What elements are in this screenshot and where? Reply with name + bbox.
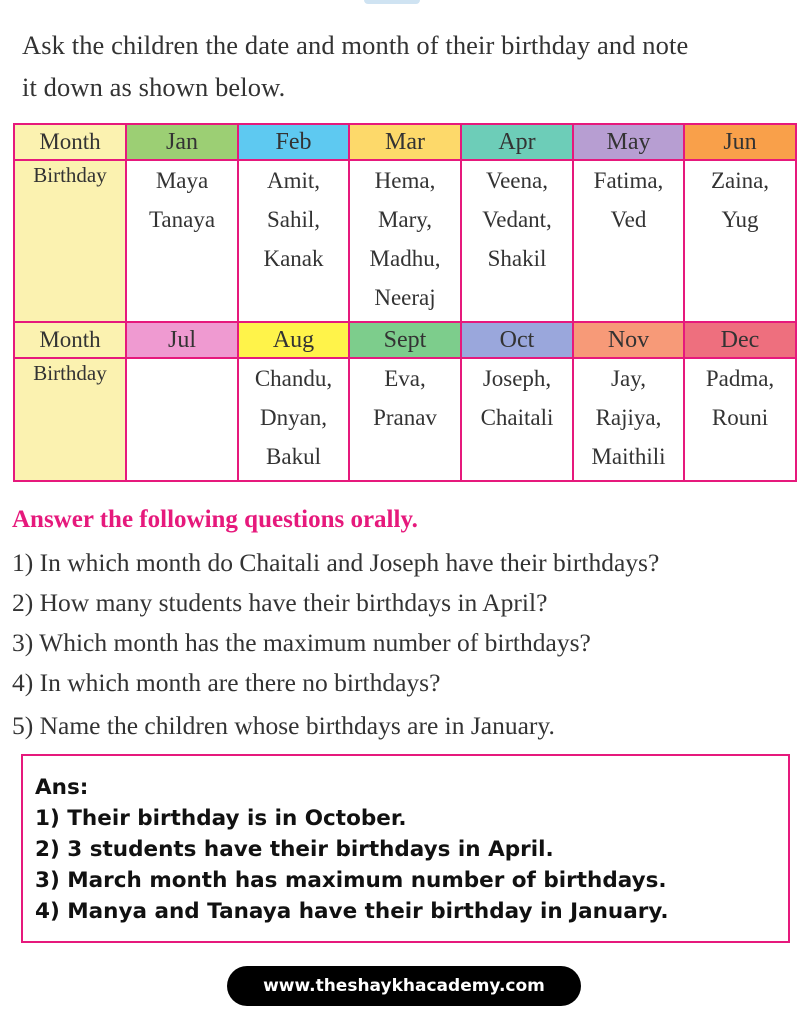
birthday-cell-sept	[349, 358, 461, 481]
month-cell-jan: Jan	[126, 124, 238, 160]
child-name: Amit,	[266, 168, 321, 193]
birthday-row	[14, 160, 796, 322]
child-name: Zaina,	[710, 168, 770, 193]
answer-heading: Ans:	[35, 775, 89, 800]
child-name: Veena,	[486, 168, 548, 193]
month-row-label: Month	[14, 124, 126, 160]
month-cell-nov: Nov	[573, 322, 684, 358]
birthday-cell-may	[573, 160, 684, 322]
month-cell-aug: Aug	[238, 322, 349, 358]
answer-box	[21, 754, 790, 943]
intro-line-2: it down as shown below.	[22, 72, 286, 102]
question-item: 3) Which month has the maximum number of birthdays?	[12, 628, 591, 657]
child-name: Vedant,	[482, 207, 552, 232]
month-cell-sept: Sept	[349, 322, 461, 358]
child-name: Padma,	[705, 366, 775, 391]
month-cell-mar: Mar	[349, 124, 461, 160]
child-name: Jay,	[611, 366, 646, 391]
child-name: Sahil,	[266, 207, 321, 232]
birthday-row	[14, 358, 796, 481]
answer-item: 1) Their birthday is in October.	[35, 806, 407, 831]
answer-item: 2) 3 students have their birthdays in April.	[35, 837, 554, 862]
birthday-cell-aug	[238, 358, 349, 481]
month-cell-oct: Oct	[461, 322, 573, 358]
month-cell-jul: Jul	[126, 322, 238, 358]
child-name: Chaitali	[480, 405, 554, 430]
child-name: Madhu,	[369, 246, 441, 271]
question-item: 4) In which month are there no birthdays?	[12, 668, 441, 697]
month-cell-jun: Jun	[684, 124, 796, 160]
child-name: Yug	[721, 207, 759, 232]
child-name: Chandu,	[254, 366, 333, 391]
month-header-row	[14, 322, 796, 358]
birthday-cell-jun	[684, 160, 796, 322]
child-name: Rajiya,	[595, 405, 662, 430]
child-name: Mary,	[377, 207, 433, 232]
answer-item: 3) March month has maximum number of birthdays.	[35, 868, 667, 893]
birthday-table	[13, 123, 797, 482]
birthday-cell-apr	[461, 160, 573, 322]
questions-list	[12, 543, 802, 746]
child-name: Eva,	[384, 366, 426, 391]
month-header-row	[14, 124, 796, 160]
month-cell-may: May	[573, 124, 684, 160]
child-name: Neeraj	[374, 285, 436, 310]
month-row-label: Month	[14, 322, 126, 358]
child-name: Maya	[155, 168, 209, 193]
child-name: Joseph,	[482, 366, 552, 391]
intro-text	[22, 24, 802, 108]
child-name: Pranav	[373, 405, 437, 430]
child-name: Dnyan,	[259, 405, 328, 430]
month-cell-apr: Apr	[461, 124, 573, 160]
question-item: 1) In which month do Chaitali and Joseph have their birthdays?	[12, 548, 660, 577]
child-name: Rouni	[711, 405, 769, 430]
birthday-cell-jul	[126, 358, 238, 481]
child-name: Bakul	[266, 444, 321, 469]
child-name: Fatima,	[593, 168, 664, 193]
child-name: Tanaya	[148, 207, 216, 232]
birthday-cell-nov	[573, 358, 684, 481]
child-name: Ved	[610, 207, 647, 232]
birthday-cell-feb	[238, 160, 349, 322]
website-link[interactable]: www.theshaykhacademy.com	[227, 966, 581, 1006]
birthday-row-label: Birthday	[14, 160, 126, 322]
birthday-cell-oct	[461, 358, 573, 481]
child-name: Hema,	[374, 168, 436, 193]
top-accent-bar	[364, 0, 420, 4]
birthday-cell-dec	[684, 358, 796, 481]
child-name: Shakil	[487, 246, 547, 271]
birthday-cell-jan	[126, 160, 238, 322]
child-name: Kanak	[263, 246, 324, 271]
question-item: 5) Name the children whose birthdays are in January.	[12, 711, 555, 740]
month-cell-feb: Feb	[238, 124, 349, 160]
intro-line-1: Ask the children the date and month of their birthday and note	[22, 30, 689, 60]
birthday-cell-mar	[349, 160, 461, 322]
child-name: Maithili	[591, 444, 666, 469]
answer-item: 4) Manya and Tanaya have their birthday in January.	[35, 899, 669, 924]
questions-title: Answer the following questions orally.	[12, 506, 418, 533]
birthday-row-label: Birthday	[14, 358, 126, 481]
month-cell-dec: Dec	[684, 322, 796, 358]
question-item: 2) How many students have their birthdays in April?	[12, 588, 548, 617]
